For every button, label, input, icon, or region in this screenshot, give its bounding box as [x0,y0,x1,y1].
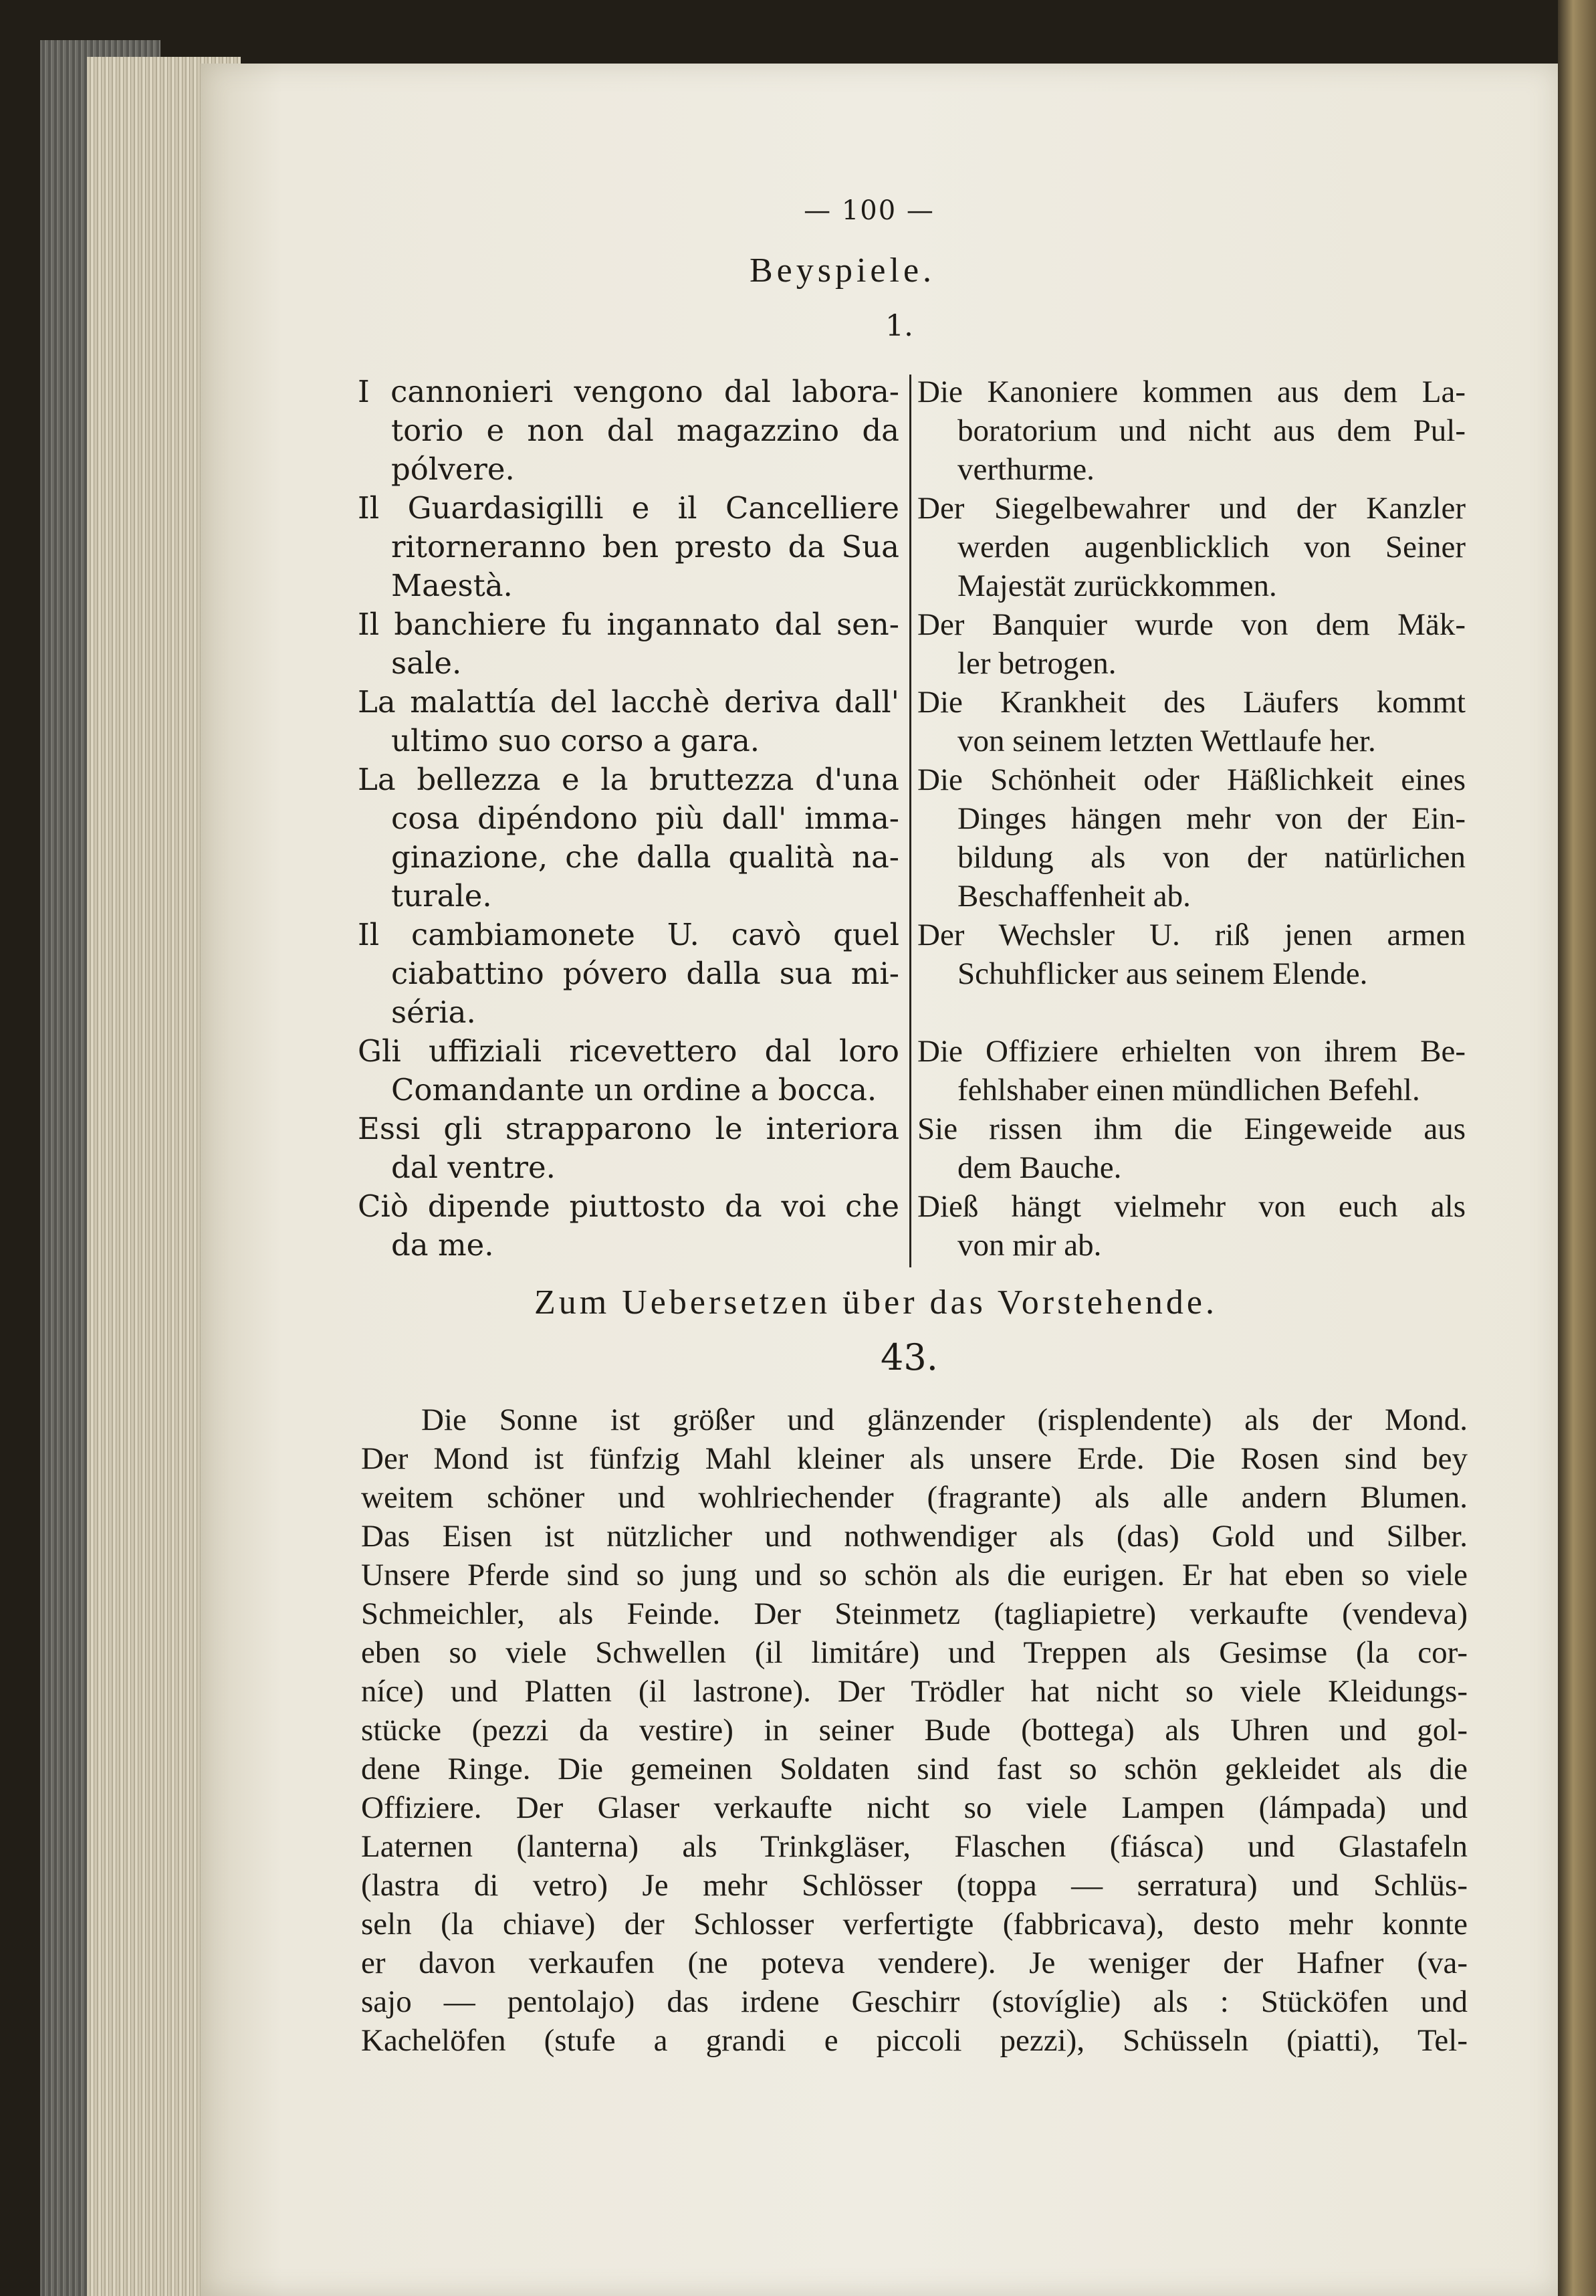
german-line: Die Offiziere erhielten von ihrem Be- [917,1034,1466,1069]
italian-line: ultimo suo corso a gara. [391,723,760,758]
italian-line: cosa dipéndono più dall' imma- [391,801,899,836]
italian-line: Ciò dipende piuttosto da voi che [358,1188,899,1224]
german-line: Schuhflicker aus seinem Elende. [957,956,1368,991]
german-line: Die Kanoniere kommen aus dem La- [917,375,1466,409]
italian-line: Gli uffiziali ricevettero dal loro [358,1033,899,1069]
german-line: von mir ab. [957,1228,1102,1263]
german-line: Beschaffenheit ab. [957,879,1191,914]
italian-line: Essi gli strapparono le interiora [358,1111,899,1146]
exercise-line: Kachelöfen (stufe a grandi e piccoli pezzi), Schüsseln (piatti), Tel- [361,2023,1468,2058]
column-divider [909,375,911,1267]
page-number: — 100 — [804,195,935,226]
italian-line: dal ventre. [391,1150,556,1185]
german-line: Die Schönheit oder Häßlichkeit eines [917,762,1466,797]
italian-line: séria. [391,995,476,1030]
exercise-number: 43. [881,1336,938,1378]
italian-line: Comandante un ordine a bocca. [391,1072,877,1108]
exercise-line: stücke (pezzi da vestire) in seiner Bude (bottega) als Uhren und gol- [361,1713,1468,1748]
exercise-line: (lastra di vetro) Je mehr Schlösser (toppa — serratura) und Schlüs- [361,1868,1468,1903]
italian-line: Il cambiamonete U. cavò quel [358,917,899,952]
german-line: Der Wechsler U. riß jenen armen [917,918,1466,952]
exercise-line: Der Mond ist fünfzig Mahl kleiner als unsere Erde. Die Rosen sind bey [361,1441,1468,1476]
italian-line: turale. [391,878,492,914]
german-line: Die Krankheit des Läufers kommt [917,685,1466,720]
german-line: verthurme. [957,452,1095,487]
german-line: dem Bauche. [957,1150,1122,1185]
exercise-line: Schmeichler, als Feinde. Der Steinmetz (tagliapietre) verkaufte (vendeva) [361,1596,1468,1631]
italian-line: da me. [391,1227,494,1263]
german-line: Dieß hängt vielmehr von euch als [917,1189,1466,1224]
german-line: werden augenblicklich von Seiner [957,530,1466,564]
italian-line: Il Guardasigilli e il Cancelliere [358,490,899,526]
page-title: Beyspiele. [749,251,936,290]
italian-line: ritorneranno ben presto da Sua [391,529,899,564]
section-number: 1. [885,309,913,343]
facing-page-edge [1558,0,1596,2296]
german-line: von seinem letzten Wettlaufe her. [957,724,1376,758]
exercise-line: dene Ringe. Die gemeinen Soldaten sind fast so schön gekleidet als die [361,1752,1468,1786]
german-line: boratorium und nicht aus dem Pul- [957,413,1466,448]
italian-line: pólvere. [391,451,515,487]
exercise-line: eben so viele Schwellen (il limitáre) und Treppen als Gesimse (la cor- [361,1635,1468,1670]
german-line: ler betrogen. [957,646,1117,681]
italian-line: La malattía del lacchè deriva dall' [358,684,899,720]
german-line: fehlshaber einen mündlichen Befehl. [957,1073,1420,1108]
exercise-line: Die Sonne ist größer und glänzender (risplendente) als der Mond. [421,1402,1468,1437]
italian-line: ginazione, che dalla qualità na- [391,839,899,875]
exercise-line: er davon verkaufen (ne poteva vendere). Je weniger der Hafner (va- [361,1946,1468,1980]
exercise-line: Laternen (lanterna) als Trinkgläser, Flaschen (fiásca) und Glastafeln [361,1829,1468,1864]
italian-line: ciabattino póvero dalla sua mi- [391,956,899,991]
italian-line: sale. [391,645,462,681]
italian-line: I cannonieri vengono dal labora- [358,374,899,409]
german-line: bildung als von der natürlichen [957,840,1466,875]
german-line: Der Banquier wurde von dem Mäk- [917,607,1466,642]
exercise-heading: Zum Uebersetzen über das Vorstehende. [534,1283,1218,1322]
german-line: Der Siegelbewahrer und der Kanzler [917,491,1466,526]
italian-line: Il banchiere fu ingannato dal sen- [358,607,899,642]
exercise-line: weitem schöner und wohlriechender (fragrante) als alle andern Blumen. [361,1480,1468,1515]
german-line: Sie rissen ihm die Eingeweide aus [917,1112,1466,1146]
german-line: Dinges hängen mehr von der Ein- [957,801,1466,836]
exercise-line: níce) und Platten (il lastrone). Der Trödler hat nicht so viele Kleidungs- [361,1674,1468,1709]
italian-line: La bellezza e la bruttezza d'una [358,762,899,797]
german-line: Majestät zurückkommen. [957,568,1277,603]
exercise-line: sajo — pentolajo) das irdene Geschirr (stovíglie) als : Stücköfen und [361,1984,1468,2019]
exercise-line: Das Eisen ist nützlicher und nothwendiger als (das) Gold und Silber. [361,1519,1468,1554]
exercise-line: seln (la chiave) der Schlosser verfertigte (fabbricava), desto mehr konnte [361,1907,1468,1942]
italian-line: torio e non dal magazzino da [391,413,899,448]
italian-line: Maestà. [391,568,513,603]
exercise-line: Offiziere. Der Glaser verkaufte nicht so viele Lampen (lámpada) und [361,1790,1468,1825]
exercise-line: Unsere Pferde sind so jung und so schön als die eurigen. Er hat eben so viele [361,1558,1468,1592]
